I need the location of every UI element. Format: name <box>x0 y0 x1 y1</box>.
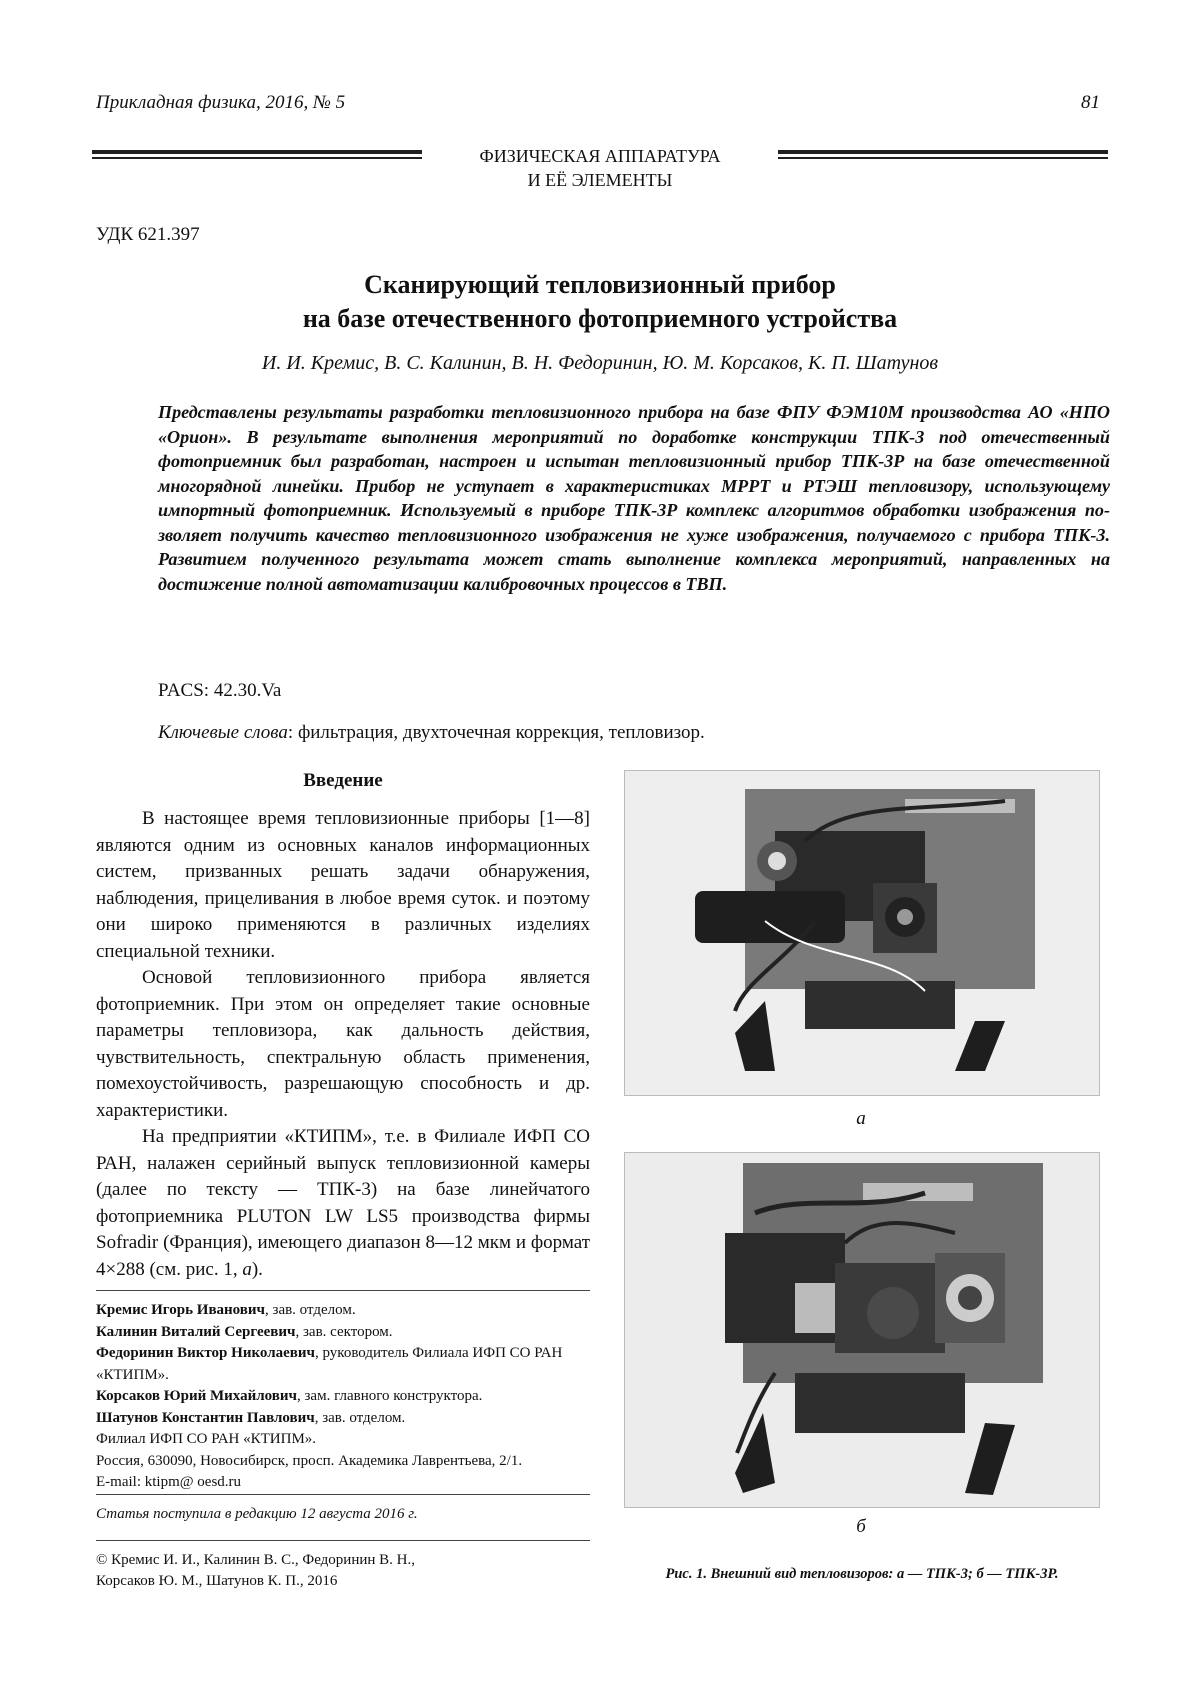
copyright-line2: Корсаков Ю. М., Шатунов К. П., 2016 <box>96 1573 338 1589</box>
copyright <box>96 1550 590 1592</box>
affiliations <box>96 1300 590 1494</box>
intro-body <box>96 806 590 1283</box>
affiliation-entry <box>96 1343 590 1386</box>
affiliation-entry <box>96 1322 590 1344</box>
section-rule-right <box>778 150 1108 159</box>
author-role: , зав. сектором. <box>295 1323 393 1340</box>
affiliation-entry <box>96 1386 590 1408</box>
intro-paragraph-text: На предприятии «КТИПМ», т.е. в Филиале ИФП СО РАН, налажен серийный выпуск тепловизионной камеры (далее по тексту — ТПК-3) на базе линейчатого фотоприемника PLUTON LW LS5 производства фирмы Sofradir (Франция), имеющего диапазон 8—12 мкм и формат 4×288 (см. рис. 1, <box>96 1126 590 1280</box>
figure-photo-b <box>624 1152 1100 1508</box>
article-title <box>150 268 1050 336</box>
figure-photo-a <box>624 770 1100 1096</box>
footnote-rule <box>96 1290 590 1291</box>
author-name: Федоринин Виктор Николаевич <box>96 1345 315 1361</box>
article-title-line2: на базе отечественного фотоприемного устройства <box>302 304 898 333</box>
author-name: Кремис Игорь Иванович <box>96 1302 266 1318</box>
intro-heading: Введение <box>303 770 383 791</box>
intro-paragraph: В настоящее время тепловизионные приборы [1—8] являются одним из основных каналов информационных систем, призванных решать задачи обнаружения, наблюдения, прицеливания в любое время суток. и поэтому они широко применяются в различных изделиях специальной техники. <box>96 808 590 962</box>
device-tpk3r-illustration <box>625 1153 1099 1507</box>
section-heading-line2: И ЕЁ ЭЛЕМЕНТЫ <box>527 170 673 190</box>
affiliation-entry <box>96 1300 590 1322</box>
page-number: 81 <box>1081 92 1100 113</box>
intro-paragraph <box>96 1124 590 1283</box>
intro-paragraph-end: ). <box>251 1258 263 1280</box>
section-rule-left <box>92 150 422 159</box>
device-tpk3-illustration <box>625 771 1099 1095</box>
copyright-rule <box>96 1540 590 1541</box>
affiliation-org: Филиал ИФП СО РАН «КТИПМ». <box>96 1431 317 1447</box>
author-role: , зам. главного конструктора. <box>297 1388 483 1404</box>
keywords-text: : фильтрация, двухточечная коррекция, тепловизор. <box>287 722 705 743</box>
udk-code: УДК 621.397 <box>96 224 200 245</box>
author-name: Калинин Виталий Сергеевич <box>96 1323 296 1340</box>
intro-paragraph: Основой тепловизионного прибора является фотоприемник. При этом он определяет такие основные параметры тепловизора, как дальность действия, чувствительность, спектральную область применения, помехоустойчивость, разрешающую способность и др. характеристики. <box>96 967 590 1121</box>
figure-caption: Рис. 1. Внешний вид тепловизоров: а — ТПК-3; б — ТПК-3Р. <box>665 1566 1059 1582</box>
received-rule <box>96 1494 590 1495</box>
author-role: , зав. отделом. <box>265 1302 356 1318</box>
author-role: , зав. отделом. <box>314 1409 406 1426</box>
received-date: Статья поступила в редакцию 12 августа 2016 г. <box>96 1506 418 1522</box>
journal-running-head: Прикладная физика, 2016, № 5 <box>96 92 346 113</box>
affiliation-address: Россия, 630090, Новосибирск, просп. Академика Лаврентьева, 2/1. <box>96 1452 523 1469</box>
abstract: Представлены результаты разработки тепловизионного прибора на базе ФПУ ФЭМ10М производства АО «НПО «Орион». В результате выполнения мероприятий по доработке конструкции ТПК-3 под отечественный фотоприемник был разработан, настроен и испытан тепловизионный прибор ТПК-3Р на базе отечественной многорядной линейки. Прибор не уступает в характеристиках МРРТ и РТЭШ тепловизору, использующему импортный фотоприемник. Используемый в приборе ТПК-3Р комплекс алгоритмов обработки изображения позволяет получить качество тепловизионного изображения не хуже изображения, получаемого с прибора ТПК-3. Развитием полученного результата может стать выполнение комплекса мероприятий, направленных на достижение полной автоматизации калибровочных процессов в ТВП. <box>158 402 1110 594</box>
section-heading <box>430 144 770 192</box>
authors: И. И. Кремис, В. С. Калинин, В. Н. Федоринин, Ю. М. Корсаков, К. П. Шатунов <box>261 352 939 374</box>
affiliation-entry <box>96 1408 590 1430</box>
author-role: , руководитель Филиала ИФП СО РАН «КТИПМ». <box>96 1345 563 1383</box>
figure-label-b: б <box>856 1516 866 1537</box>
article-title-line1: Сканирующий тепловизионный прибор <box>364 270 836 299</box>
pacs-code: PACS: 42.30.Va <box>158 680 282 701</box>
author-name: Шатунов Константин Павлович <box>96 1409 315 1426</box>
author-name: Корсаков Юрий Михайлович <box>96 1388 297 1404</box>
copyright-line1: © Кремис И. И., Калинин В. С., Федоринин В. Н., <box>96 1552 415 1568</box>
figure-ref-a: а <box>242 1258 252 1280</box>
section-heading-line1: ФИЗИЧЕСКАЯ АППАРАТУРА <box>479 146 721 166</box>
affiliation-email: E-mail: ktipm@ oesd.ru <box>96 1474 242 1490</box>
keywords-label: Ключевые слова <box>158 722 288 743</box>
figure-label-a: а <box>856 1108 866 1129</box>
keywords <box>158 722 1098 744</box>
